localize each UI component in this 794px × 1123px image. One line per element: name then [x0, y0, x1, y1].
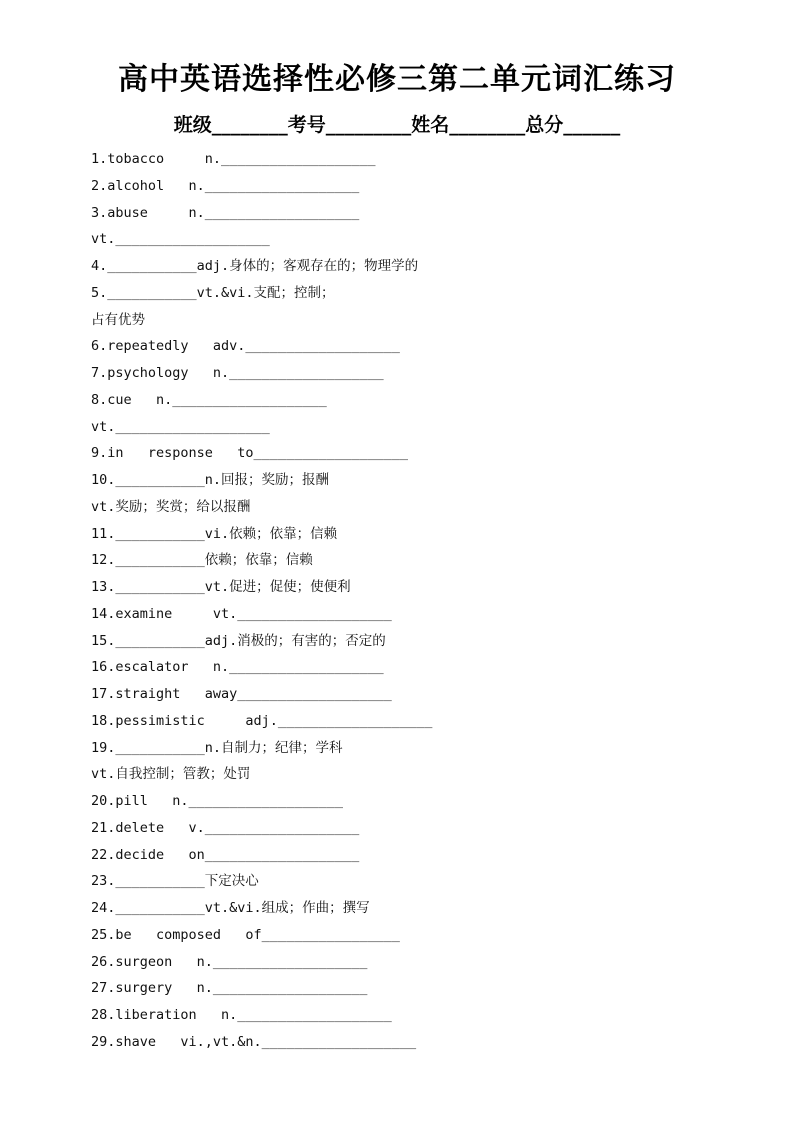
exercise-line: 22.decide on___________________ [91, 846, 360, 863]
exercise-line: 21.delete v.___________________ [91, 819, 360, 836]
exercise-line: vt.___________________ [91, 231, 270, 248]
exercise-line: 8.cue n.___________________ [91, 391, 327, 408]
exercise-line: 11.___________vi.依赖；依靠；信赖 [91, 525, 338, 542]
exercise-line: 27.surgery n.___________________ [91, 980, 368, 997]
exercise-line: 5.___________vt.&vi.支配；控制； [91, 284, 335, 301]
student-info-line: 班级________考号_________姓名________总分______ [173, 114, 621, 136]
exercise-line: 13.___________vt.促进；促使；使便利 [91, 579, 351, 595]
exercise-line: 17.straight away___________________ [91, 686, 392, 702]
exercise-line: 15.___________adj.消极的；有害的；否定的 [91, 632, 386, 649]
exercise-line: 3.abuse n.___________________ [91, 204, 360, 221]
exercise-line: 19.___________n.自制力；纪律；学科 [91, 739, 343, 756]
exercise-line: vt.自我控制；管教；处罚 [91, 766, 251, 783]
exercise-line: 25.be composed of_________________ [91, 926, 400, 943]
exercise-line: 23.___________下定决心 [91, 873, 259, 890]
exercise-line: 18.pessimistic adj.___________________ [91, 712, 433, 729]
exercise-line: 14.examine vt.___________________ [91, 605, 392, 622]
page-title: 高中英语选择性必修三第二单元词汇练习 [118, 62, 676, 97]
exercise-line: 4.___________adj.身体的；客观存在的；物理学的 [91, 258, 419, 274]
exercise-line: 占有优势 [91, 311, 145, 328]
exercise-line: 28.liberation n.___________________ [91, 1007, 392, 1023]
exercise-line: vt.奖励；奖赏；给以报酬 [91, 498, 251, 515]
exercise-line: 9.in response to___________________ [91, 445, 408, 462]
exercise-line: 2.alcohol n.___________________ [91, 177, 360, 194]
exercise-line: 12.___________依赖；依靠；信赖 [91, 552, 313, 569]
exercise-line: 26.surgeon n.___________________ [91, 953, 368, 970]
exercise-line: 10.___________n.回报；奖励；报酬 [91, 472, 330, 488]
exercise-line: 1.tobacco n.___________________ [91, 151, 376, 167]
exercise-line: 20.pill n.___________________ [91, 793, 343, 809]
exercise-line: 16.escalator n.___________________ [91, 659, 384, 676]
exercise-list [91, 146, 771, 1056]
exercise-line: 29.shave vi.,vt.&n.___________________ [91, 1033, 417, 1050]
exercise-line: vt.___________________ [91, 418, 270, 435]
exercise-line: 6.repeatedly adv.___________________ [91, 338, 400, 355]
exercise-line: 7.psychology n.___________________ [91, 365, 384, 381]
exercise-line: 24.___________vt.&vi.组成；作曲；撰写 [91, 900, 370, 916]
